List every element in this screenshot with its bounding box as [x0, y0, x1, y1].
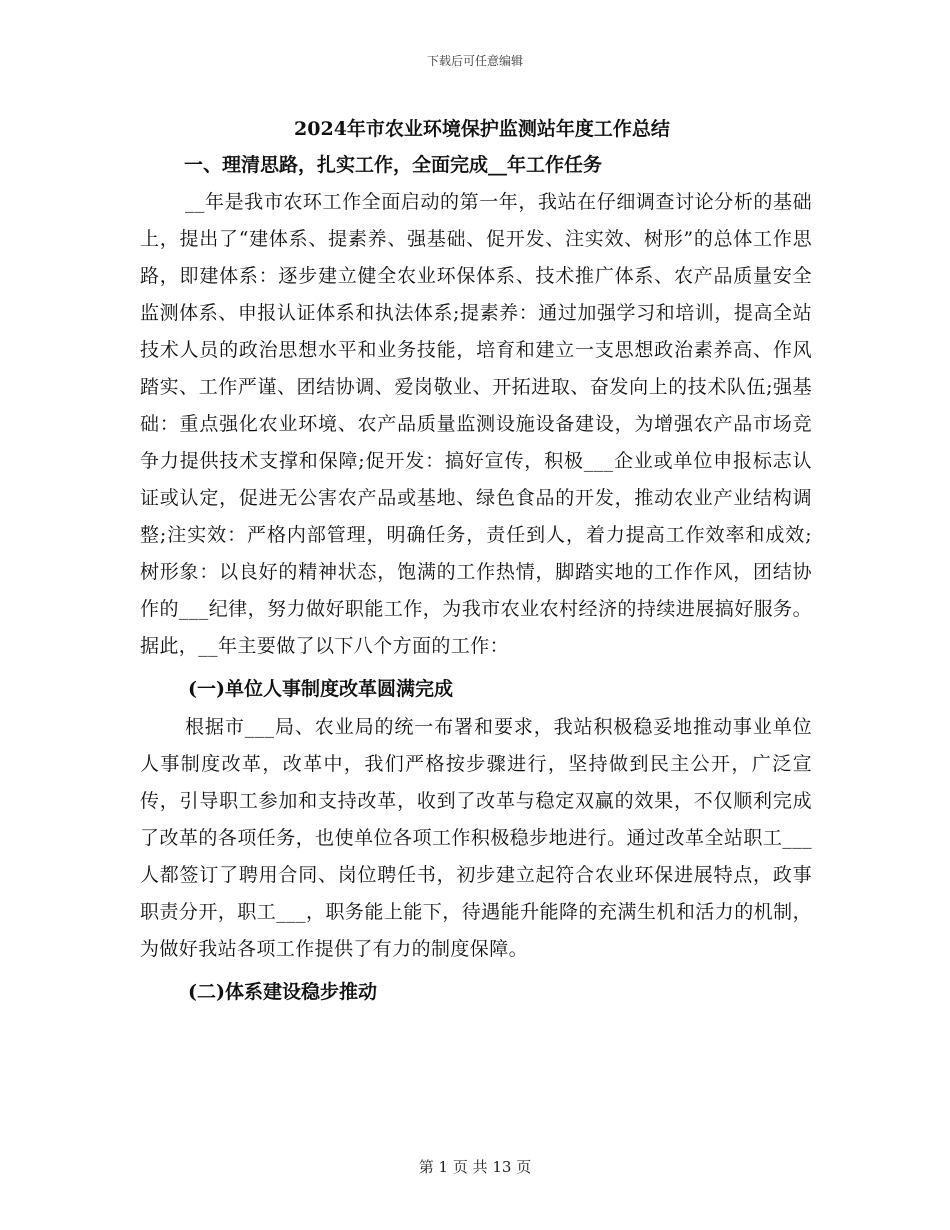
paragraph-1: __年是我市农环工作全面启动的第一年，我站在仔细调查讨论分析的基础上，提出了“建体系、提素养、强基础、促开发、注实效、树形”的总体工作思路，即建体系：逐步建立健全农业环保体系、技术推广体系、农产品质量安全监测体系、申报认证体系和执法体系;提素养：通过加强学习和培训，提高全站技术人员的政治思想水平和业务技能，培育和建立一支思想政治素养高、作风踏实、工作严谨、团结协调、爱岗敬业、开拓进取、奋发向上的技术队伍;强基础：重点强化农业环境、农产品质量监测设施设备建设，为增强农产品市场竞争力提供技术支撑和保障;促开发：搞好宣传，积极___企业或单位申报标志认证或认定，促进无公害农产品或基地、绿色食品的开发，推动农业产业结构调整;注实效：严格内部管理，明确任务，责任到人，着力提高工作效率和成效;树形象：以良好的精神状态，饱满的工作热情，脚踏实地的工作作风，团结协作的___纪律，努力做好职能工作，为我市农业农村经济的持续进展搞好服务。据此，__年主要做了以下八个方面的工作：	[140, 191, 812, 657]
document-title: 2024年市农业环境保护监测站年度工作总结	[294, 118, 670, 140]
document-body	[140, 112, 812, 1012]
page-number: 第 1 页 共 13 页	[418, 1158, 532, 1176]
subsection-heading-1: (一)单位人事制度改革圆满完成	[188, 678, 453, 700]
paragraph-2: 根据市___局、农业局的统一布署和要求，我站积极稳妥地推动事业单位人事制度改革，改革中，我们严格按步骤进行，坚持做到民主公开，广泛宣传，引导职工参加和支持改革，收到了改革与稳定双赢的效果，不仅顺利完成了改革的各项任务，也使单位各项工作积极稳步地进行。通过改革全站职工___人都签订了聘用合同、岗位聘任书，初步建立起符合农业环保进展特点，政事职责分开，职工___，职务能上能下，待遇能升能降的充满生机和活力的机制，为做好我站各项工作提供了有力的制度保障。	[140, 716, 812, 960]
page-header-note: 下载后可任意编辑	[426, 54, 523, 68]
section-heading-1: 一、理清思路，扎实工作，全面完成__年工作任务	[184, 154, 603, 176]
subsection-heading-2: (二)体系建设稳步推动	[188, 981, 377, 1003]
